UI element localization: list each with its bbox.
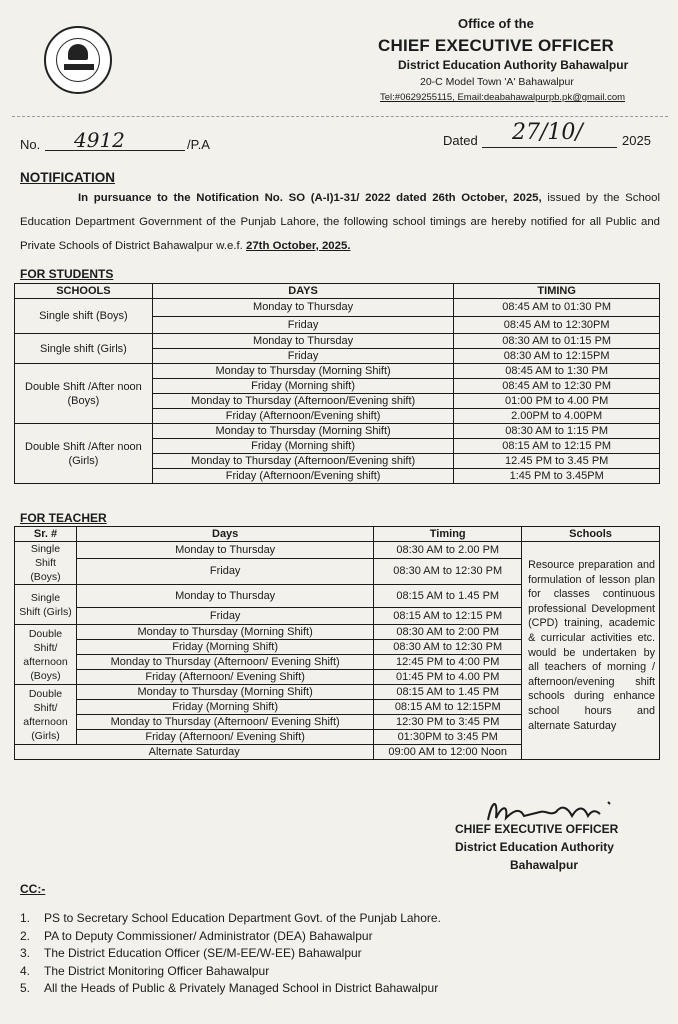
- time-cell: 08:30 AM to 01:15 PM: [454, 334, 660, 349]
- time-cell: 08:15 AM to 1.45 PM: [374, 585, 522, 608]
- list-number: 4.: [20, 963, 31, 978]
- list-number: 1.: [20, 911, 31, 925]
- signatory-city: Bahawalpur: [510, 858, 579, 872]
- school-cell: Double Shift /After noon (Boys): [15, 364, 153, 424]
- contact-line: [380, 92, 625, 103]
- time-cell: 08:45 AM to 1:30 PM: [454, 364, 660, 379]
- day-cell: Friday (Morning Shift): [76, 640, 373, 655]
- col-timing: TIMING: [454, 284, 660, 299]
- signatory-authority: District Education Authority: [455, 840, 614, 854]
- time-cell: 12:45 PM to 4:00 PM: [374, 655, 522, 670]
- dated-underline: [482, 147, 617, 148]
- col-timing: Timing: [374, 527, 522, 542]
- col-days: Days: [76, 527, 373, 542]
- time-cell: 08:30 AM to 12:30 PM: [374, 558, 522, 584]
- shift-cell: Double Shift/ afternoon (Girls): [15, 685, 77, 745]
- day-cell: Friday (Morning shift): [152, 439, 454, 454]
- table-row: [15, 334, 660, 349]
- list-number: 5.: [20, 981, 31, 995]
- day-cell: Monday to Thursday (Morning Shift): [152, 364, 454, 379]
- list-text: The District Education Officer (SE/M-EE/W-EE) Bahawalpur: [44, 946, 362, 960]
- school-cell: Single shift (Girls): [15, 334, 153, 364]
- list-item: [20, 928, 441, 946]
- alt-saturday-time: 09:00 AM to 12:00 Noon: [374, 745, 522, 760]
- time-cell: 01:45 PM to 4.00 PM: [374, 670, 522, 685]
- students-heading: FOR STUDENTS: [20, 267, 114, 281]
- list-number: 2.: [20, 928, 31, 943]
- day-cell: Monday to Thursday: [76, 542, 373, 559]
- time-cell: 01:00 PM to 4.00 PM: [454, 394, 660, 409]
- day-cell: Monday to Thursday (Morning Shift): [76, 685, 373, 700]
- col-sr: Sr. #: [15, 527, 77, 542]
- time-cell: 1:45 PM to 3.45PM: [454, 469, 660, 484]
- shift-cell: Single Shift (Boys): [15, 542, 77, 585]
- time-cell: 08:30 AM to 1:15 PM: [454, 424, 660, 439]
- notification-heading: NOTIFICATION: [20, 170, 115, 185]
- day-cell: Friday (Morning shift): [152, 379, 454, 394]
- teachers-timing-table: [14, 526, 660, 760]
- cc-heading: CC:-: [20, 882, 46, 896]
- col-schools: Schools: [522, 527, 660, 542]
- dated-year: 2025: [622, 133, 651, 148]
- contact-text: Tel:#0629255115, Email:deabahawalpurpb.pk@gmail.com: [380, 92, 626, 103]
- table-row: [15, 364, 660, 379]
- day-cell: Friday: [76, 558, 373, 584]
- notification-effective-date: 27th October, 2025.: [246, 240, 351, 252]
- day-cell: Monday to Thursday (Afternoon/ Evening Shift): [76, 655, 373, 670]
- number-label: No.: [20, 137, 41, 152]
- time-cell: 2.00PM to 4.00PM: [454, 409, 660, 424]
- number-value: 4912: [74, 128, 125, 152]
- authority-name: District Education Authority Bahawalpur: [398, 58, 629, 72]
- time-cell: 08:15 AM to 1.45 PM: [374, 685, 522, 700]
- day-cell: Friday: [76, 608, 373, 625]
- day-cell: Monday to Thursday (Afternoon/Evening shift): [152, 454, 454, 469]
- table-row: [15, 542, 660, 559]
- time-cell: 08:30 AM to 2:00 PM: [374, 625, 522, 640]
- school-cell: Single shift (Boys): [15, 299, 153, 334]
- day-cell: Friday (Morning Shift): [76, 700, 373, 715]
- time-cell: 12.45 PM to 3.45 PM: [454, 454, 660, 469]
- time-cell: 01:30PM to 3:45 PM: [374, 730, 522, 745]
- day-cell: Monday to Thursday: [76, 585, 373, 608]
- cc-list: [20, 910, 441, 998]
- seal-motto-band: [64, 64, 94, 70]
- day-cell: Monday to Thursday: [152, 334, 454, 349]
- shift-cell: Single Shift (Girls): [15, 585, 77, 625]
- col-schools: SCHOOLS: [15, 284, 153, 299]
- list-text: All the Heads of Public & Privately Managed School in District Bahawalpur: [44, 981, 439, 995]
- time-cell: 08:30 AM to 2.00 PM: [374, 542, 522, 559]
- seal-dome-icon: [68, 44, 88, 60]
- time-cell: 08:15 AM to 12:15 PM: [454, 439, 660, 454]
- day-cell: Friday (Afternoon/Evening shift): [152, 409, 454, 424]
- day-cell: Friday (Afternoon/ Evening Shift): [76, 730, 373, 745]
- time-cell: 08:30 AM to 12:15PM: [454, 349, 660, 364]
- list-text: PA to Deputy Commissioner/ Administrator (DEA) Bahawalpur: [44, 928, 373, 943]
- day-cell: Friday (Afternoon/Evening shift): [152, 469, 454, 484]
- time-cell: 08:15 AM to 12:15PM: [374, 700, 522, 715]
- office-address: 20-C Model Town 'A' Bahawalpur: [420, 76, 574, 88]
- day-cell: Friday (Afternoon/ Evening Shift): [76, 670, 373, 685]
- alt-saturday-cell: Alternate Saturday: [15, 745, 374, 760]
- table-header-row: [15, 527, 660, 542]
- table-header-row: [15, 284, 660, 299]
- time-cell: 08:45 AM to 01:30 PM: [454, 299, 660, 317]
- office-of-label: Office of the: [458, 16, 534, 31]
- teachers-heading: FOR TEACHER: [20, 511, 107, 525]
- office-title: CHIEF EXECUTIVE OFFICER: [378, 36, 615, 55]
- day-cell: Monday to Thursday: [152, 299, 454, 317]
- list-number: 3.: [20, 946, 31, 960]
- col-days: DAYS: [152, 284, 454, 299]
- day-cell: Monday to Thursday (Morning Shift): [152, 424, 454, 439]
- dated-value: 27/10/: [512, 120, 583, 145]
- day-cell: Monday to Thursday (Afternoon/Evening shift): [152, 394, 454, 409]
- notification-ref: In pursuance to the Notification No. SO (A-I)1-31/ 2022 dated 26th October, 2025,: [78, 192, 542, 204]
- signatory-title: CHIEF EXECUTIVE OFFICER: [455, 822, 619, 836]
- list-item: [20, 910, 441, 928]
- time-cell: 08:15 AM to 12:15 PM: [374, 608, 522, 625]
- time-cell: 08:30 AM to 12:30 PM: [374, 640, 522, 655]
- table-row: [15, 299, 660, 317]
- list-item: [20, 980, 441, 998]
- day-cell: Monday to Thursday (Morning Shift): [76, 625, 373, 640]
- students-timing-table: [14, 283, 660, 484]
- time-cell: 08:45 AM to 12:30 PM: [454, 379, 660, 394]
- day-cell: Monday to Thursday (Afternoon/ Evening Shift): [76, 715, 373, 730]
- dated-label: Dated: [443, 133, 478, 148]
- school-cell: Double Shift /After noon (Girls): [15, 424, 153, 484]
- time-cell: 12:30 PM to 3:45 PM: [374, 715, 522, 730]
- notification-body: issued by the School Education Department Government of the Punjab Lahore, the following school timings are hereby notified for all Public and Private Schools of District Bahawalpur w.e.f.: [20, 192, 661, 252]
- notification-paragraph: [20, 186, 660, 258]
- pa-label: /P.A: [187, 137, 210, 152]
- table-row: [15, 424, 660, 439]
- header-divider: [12, 116, 668, 117]
- list-item: [20, 963, 441, 981]
- day-cell: Friday: [152, 316, 454, 334]
- day-cell: Friday: [152, 349, 454, 364]
- department-seal: [44, 26, 112, 94]
- list-text: PS to Secretary School Education Department Govt. of the Punjab Lahore.: [44, 911, 441, 925]
- shift-cell: Double Shift/ afternoon (Boys): [15, 625, 77, 685]
- schools-note-cell: Resource preparation and formulation of lesson plan for classes continuous professional Development (CPD) training, academic & curricular activities etc. would be undertaken by all teachers of morning / afternoon/evening shift schools during enhance school hours and alternate Saturday: [522, 542, 660, 760]
- time-cell: 08:45 AM to 12:30PM: [454, 316, 660, 334]
- list-item: [20, 945, 441, 963]
- list-text: The District Monitoring Officer Bahawalpur: [44, 963, 270, 978]
